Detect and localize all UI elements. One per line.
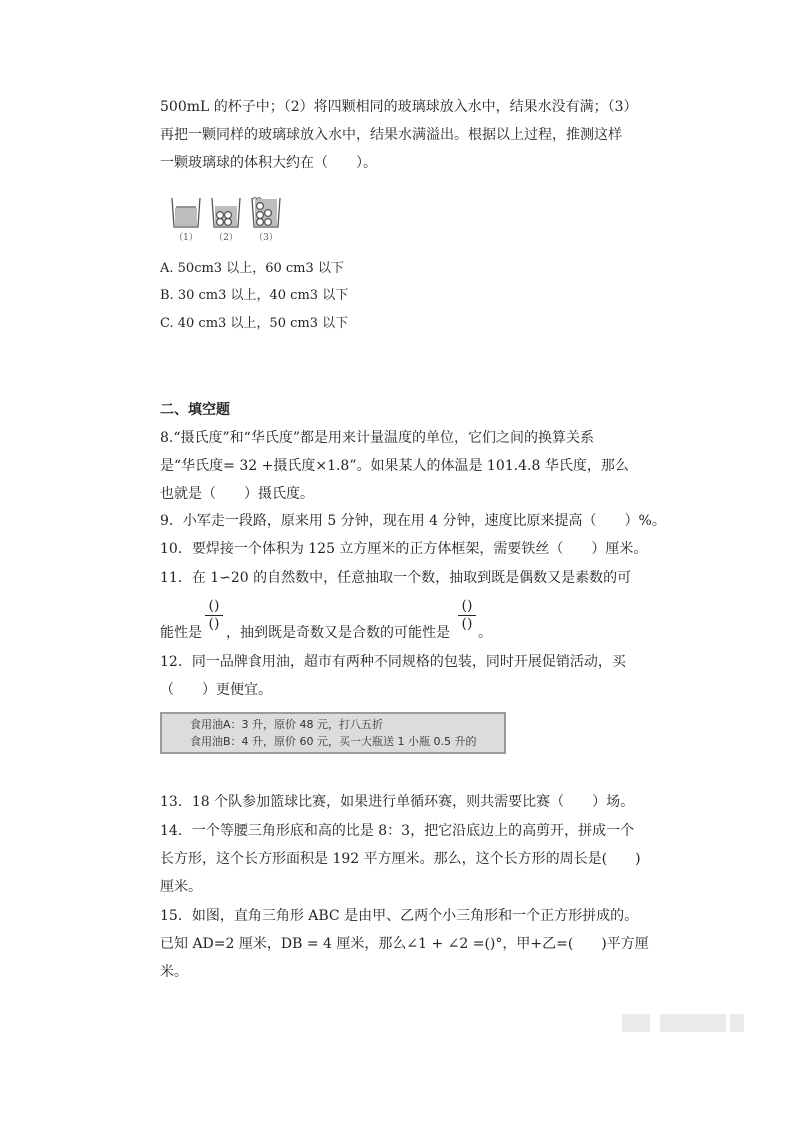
q15-text-line-2: 已知 AD=2 厘米，DB = 4 厘米，那么∠1 + ∠2 =()°，甲+乙=( )平方厘 — [160, 936, 649, 952]
q11-text-line-2-start: 能性是 — [160, 625, 202, 641]
beaker-label-3: （3） — [254, 233, 278, 243]
q7-text-line-2: 再把一颗同样的玻璃球放入水中，结果水满溢出。根据以上过程，推测这样 — [160, 127, 622, 143]
q12-text-line-1: 12．同一品牌食用油，超市有两种不同规格的包装，同时开展促销活动，买 — [160, 654, 626, 670]
q9-text: 9．小军走一段路，原来用 5 分钟，现在用 4 分钟，速度比原来提高（ ）%。 — [160, 513, 666, 529]
oil-b-info: 食用油B：4 升，原价 60 元，买一大瓶送 1 小瓶 0.5 升的 — [190, 735, 477, 748]
beaker-label-2: （2） — [214, 233, 238, 243]
q12-text-line-2: （ ）更便宜。 — [160, 682, 272, 698]
watermark-blur-1 — [622, 1014, 650, 1032]
q7-option-c: C. 40 cm3 以上，50 cm3 以下 — [160, 316, 349, 331]
watermark-blur-2 — [660, 1014, 726, 1032]
q14-text-line-2: 长方形，这个长方形面积是 192 平方厘米。那么，这个长方形的周长是( ) — [160, 851, 641, 867]
q11-text-line-2-end: 。 — [478, 625, 492, 641]
fraction-numerator: () — [208, 598, 220, 614]
beaker-2-icon — [212, 198, 240, 227]
q11-fraction-2 — [458, 599, 476, 632]
beakers-figure — [168, 193, 288, 245]
watermark-blur-3 — [730, 1014, 744, 1032]
q8-text-line-2: 是“华氏度= 32 +摄氏度×1.8”。如果某人的体温是 101.4.8 华氏度，那么 — [160, 458, 629, 474]
beaker-3-icon — [252, 198, 280, 228]
q15-text-line-1: 15．如图，直角三角形 ABC 是由甲、乙两个小三角形和一个正方形拼成的。 — [160, 908, 639, 924]
section-heading: 二、填空题 — [160, 402, 230, 418]
oil-promo-box — [160, 712, 506, 754]
q8-text-line-3: 也就是（ ）摄氏度。 — [160, 486, 314, 502]
q15-text-line-3: 米。 — [160, 964, 188, 980]
q11-text-line-2-middle: ，抽到既是奇数又是合数的可能性是 — [226, 625, 450, 641]
q7-text-line-1: 500mL 的杯子中；（2）将四颗相同的玻璃球放入水中，结果水没有满；（3） — [160, 99, 638, 115]
beaker-1-icon — [172, 198, 200, 227]
beaker-label-1: （1） — [174, 233, 198, 243]
q11-fraction-1 — [205, 599, 223, 632]
q7-option-b: B. 30 cm3 以上，40 cm3 以下 — [160, 288, 349, 303]
fraction-denominator: () — [208, 616, 220, 632]
fraction-denominator: () — [461, 616, 473, 632]
q14-text-line-1: 14．一个等腰三角形底和高的比是 8：3，把它沿底边上的高剪开，拼成一个 — [160, 823, 635, 839]
q7-option-a: A. 50cm3 以上，60 cm3 以下 — [160, 261, 344, 276]
fraction-numerator: () — [461, 598, 473, 614]
q10-text: 10．要焊接一个体积为 125 立方厘米的正方体框架，需要铁丝（ ）厘米。 — [160, 541, 648, 557]
q13-text: 13．18 个队参加篮球比赛，如果进行单循环赛，则共需要比赛（ ）场。 — [160, 794, 635, 810]
q14-text-line-3: 厘米。 — [160, 879, 202, 895]
oil-a-info: 食用油A：3 升，原价 48 元，打八五折 — [190, 718, 384, 731]
q7-text-line-3: 一颗玻璃球的体积大约在（ ）。 — [160, 155, 377, 171]
q11-text-line-1: 11．在 1∽20 的自然数中，任意抽取一个数，抽取到既是偶数又是素数的可 — [160, 570, 632, 586]
q8-text-line-1: 8.“摄氏度”和“华氏度”都是用来计量温度的单位，它们之间的换算关系 — [160, 430, 594, 446]
